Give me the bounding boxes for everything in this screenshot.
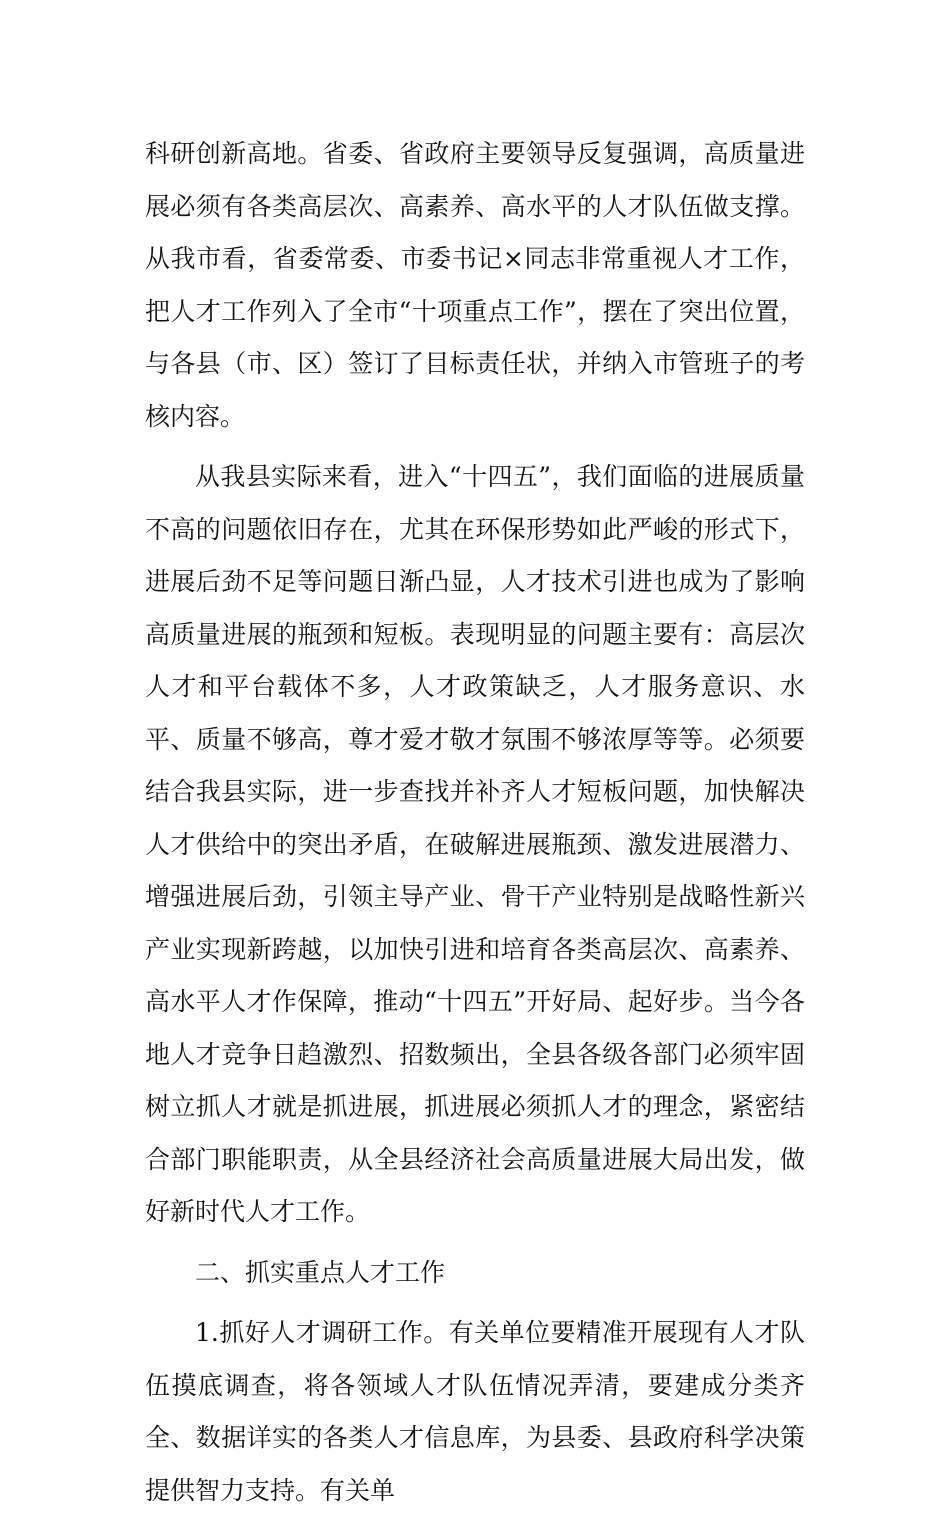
list-item-talent-research: 1.抓好人才调研工作。有关单位要精准开展现有人才队伍摸底调查，将各领域人才队伍情况弄清，要建成分类齐全、数据详实的各类人才信息库，为县委、县政府科学决策提供智力支持。有关单	[145, 1318, 805, 1505]
paragraph-county-situation: 从我县实际来看，进入“十四五”，我们面临的进展质量不高的问题依旧存在，尤其在环保形势如此严峻的形式下，进展后劲不足等问题日渐凸显，人才技术引进也成为了影响高质量进展的瓶颈和短板。表现明显的问题主要有：高层次人才和平台载体不多，人才政策缺乏，人才服务意识、水平、质量不够高，尊才爱才敬才氛围不够浓厚等等。必须要结合我县实际，进一步查找并补齐人才短板问题，加快解决人才供给中的突出矛盾，在破解进展瓶颈、激发进展潜力、增强进展后劲，引领主导产业、骨干产业特别是战略性新兴产业实现新跨越，以加快引进和培育各类高层次、高素养、高水平人才作保障，推动“十四五”开好局、起好步。当今各地人才竞争日趋激烈、招数频出，全县各级各部门必须牢固树立抓人才就是抓进展，抓进展必须抓人才的理念，紧密结合部门职能职责，从全县经济社会高质量进展大局出发，做好新时代人才工作。	[145, 462, 805, 1226]
paragraph-continuation: 科研创新高地。省委、省政府主要领导反复强调，高质量进展必须有各类高层次、高素养、高水平的人才队伍做支撑。从我市看，省委常委、市委书记×同志非常重视人才工作，把人才工作列入了全市“十项重点工作”，摆在了突出位置，与各县（市、区）签订了目标责任状，并纳入市管班子的考核内容。	[145, 139, 805, 431]
section-heading: 二、抓实重点人才工作	[195, 1257, 446, 1287]
document-body	[145, 128, 805, 1525]
